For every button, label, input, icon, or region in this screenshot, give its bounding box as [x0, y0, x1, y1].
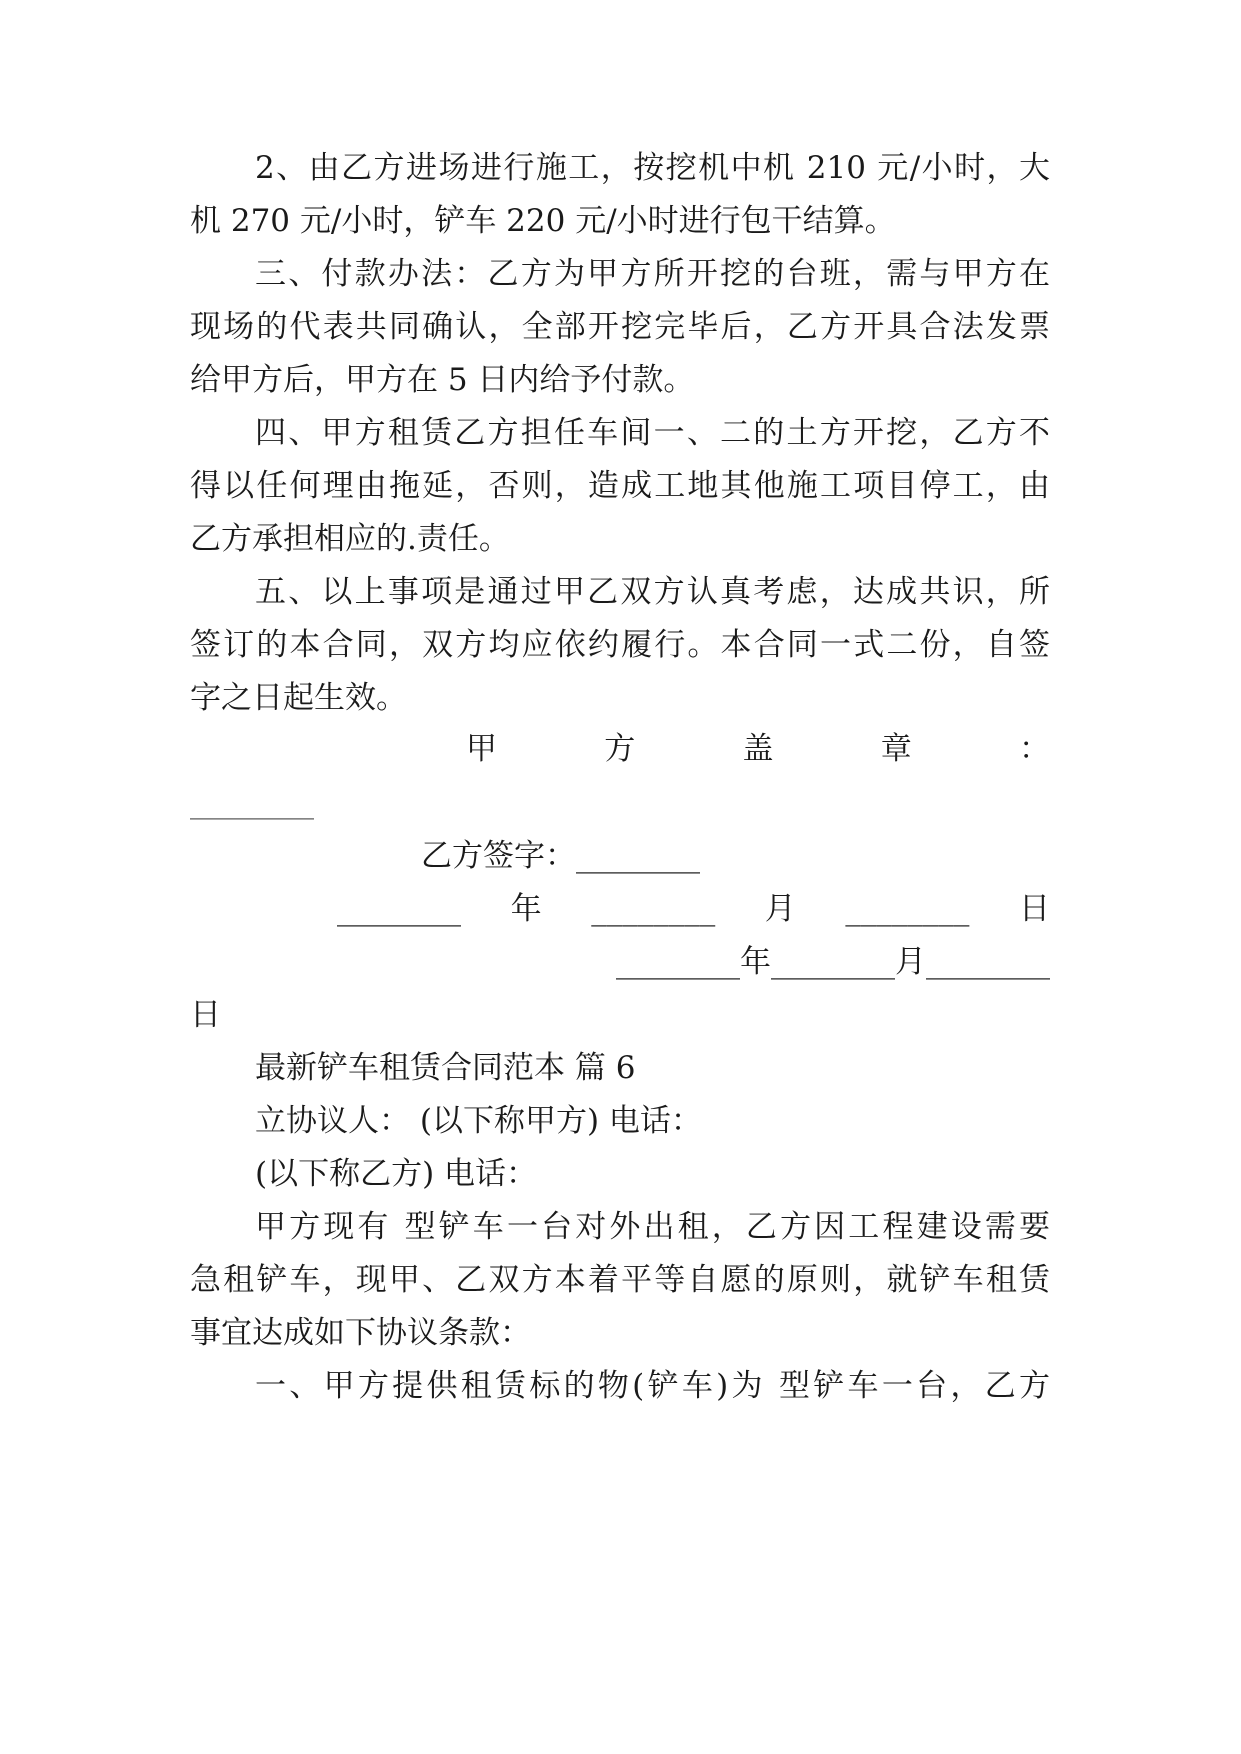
party-b-signature-line: 乙方签字：________ — [421, 838, 700, 874]
paragraph-line: 给甲方后，甲方在 5 日内给予付款。 — [190, 362, 695, 398]
paragraph-line: 字之日起生效。 — [190, 680, 407, 716]
paragraph-line: 三、付款办法：乙方为甲方所开挖的台班，需与甲方在 — [255, 256, 1050, 292]
year-label: 年 — [510, 891, 542, 927]
seal-char: 盖 — [742, 731, 774, 767]
seal-char: 方 — [604, 731, 636, 767]
seal-char: 甲 — [466, 731, 497, 767]
paragraph-line: 2、由乙方进场进行施工，按挖机中机 210 元/小时，大 — [255, 150, 1050, 186]
date-row-2-tail: 日 — [190, 997, 221, 1033]
seal-char: ： — [1019, 731, 1050, 767]
seal-blank: ________ — [190, 784, 314, 820]
paragraph-line: 甲方现有 型铲车一台对外出租，乙方因工程建设需要 — [255, 1209, 1050, 1245]
year-blank: ________ — [337, 891, 461, 927]
day-label: 日 — [1018, 891, 1050, 927]
day-blank: ________ — [845, 891, 970, 927]
paragraph-line: 机 270 元/小时，铲车 220 元/小时进行包干结算。 — [190, 203, 896, 239]
paragraph-line: 得以任何理由拖延，否则，造成工地其他施工项目停工，由 — [190, 468, 1050, 504]
date-row-2: ________年________月________ — [616, 944, 1050, 980]
paragraph-line: 五、以上事项是通过甲乙双方认真考虑，达成共识，所 — [255, 574, 1050, 610]
section-title: 最新铲车租赁合同范本 篇 6 — [255, 1050, 636, 1086]
paragraph-line: 急租铲车，现甲、乙双方本着平等自愿的原则，就铲车租赁 — [190, 1262, 1050, 1298]
date-row — [337, 879, 1050, 939]
party-a-line: 立协议人： (以下称甲方) 电话： — [255, 1103, 702, 1139]
paragraph-line: 签订的本合同，双方均应依约履行。本合同一式二份，自签 — [190, 627, 1050, 663]
paragraph-line: 四、甲方租赁乙方担任车间一、二的土方开挖，乙方不 — [255, 415, 1050, 451]
paragraph-line: 事宜达成如下协议条款： — [190, 1315, 531, 1351]
paragraph-line: 现场的代表共同确认，全部开挖完毕后，乙方开具合法发票 — [190, 309, 1050, 345]
month-blank: ________ — [591, 891, 716, 927]
seal-char: 章 — [880, 731, 912, 767]
paragraph-line: 一、甲方提供租赁标的物(铲车)为 型铲车一台，乙方 — [255, 1368, 1050, 1404]
month-label: 月 — [764, 891, 796, 927]
party-b-line: (以下称乙方) 电话： — [255, 1156, 538, 1192]
paragraph-line: 乙方承担相应的.责任。 — [190, 521, 510, 557]
party-a-seal-line — [466, 719, 1050, 779]
